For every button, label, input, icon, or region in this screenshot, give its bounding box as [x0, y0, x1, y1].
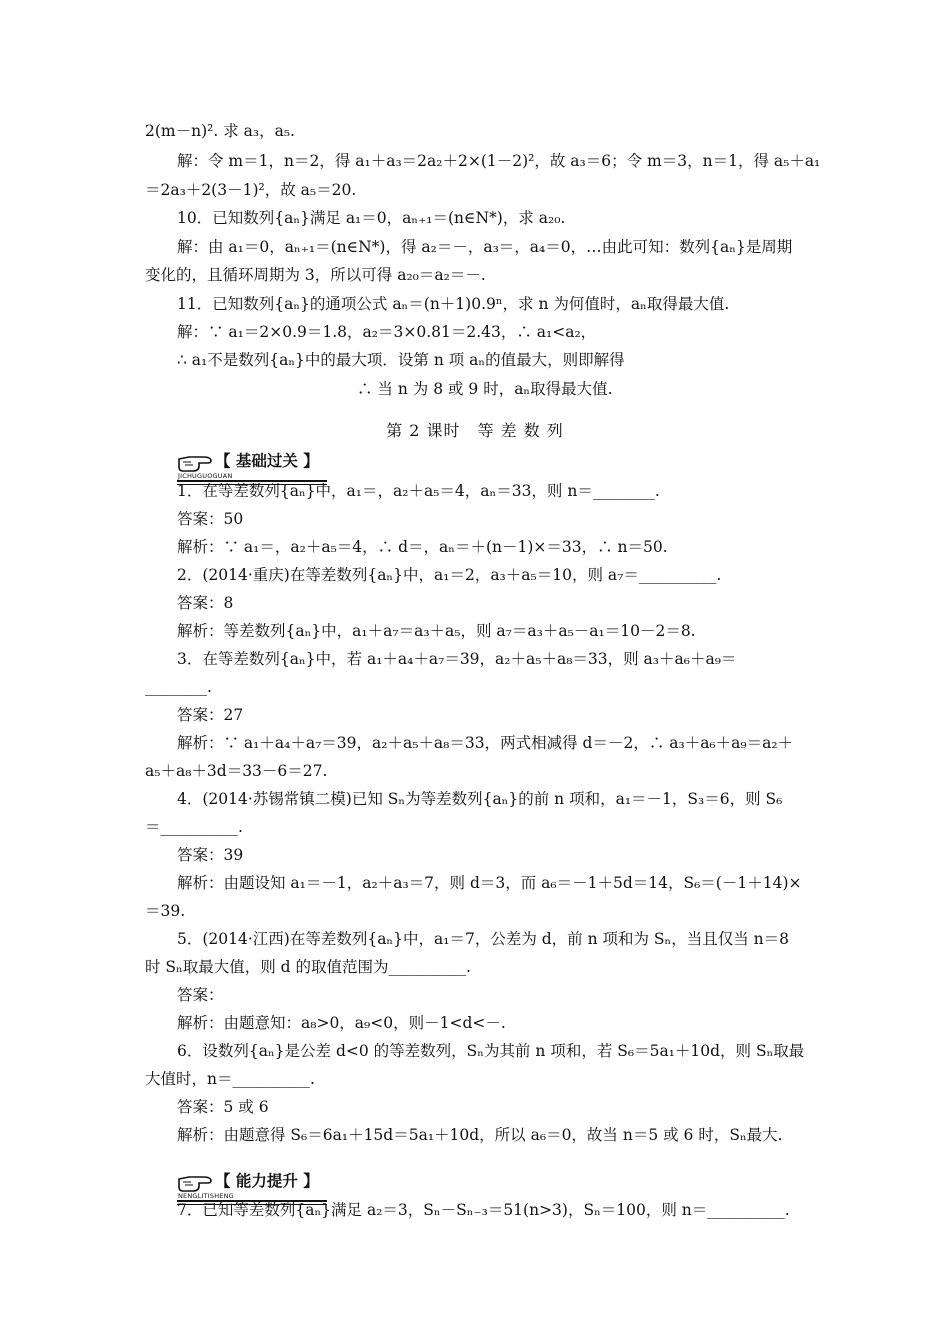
- question-3-cont: ________.: [145, 678, 212, 696]
- question-5: 5．(2014·江西)在等差数列{aₙ}中，a₁＝7，公差为 d，前 n 项和为 Sₙ，当且仅当 n＝8: [177, 930, 790, 948]
- banner-pinyin: NENGLITISHENG: [178, 1192, 234, 1200]
- banner-pinyin: JICHUGUOGUAN: [178, 472, 233, 480]
- text-line: 解：∵ a₁＝2×0.9＝1.8，a₂＝3×0.81＝2.43，∴ a₁<a₂，: [177, 323, 597, 341]
- text-line: 解：令 m＝1，n＝2，得 a₁＋a₃＝2a₂＋2×(1－2)²，故 a₃＝6；令 m＝3，n＝1，得 a₅＋a₁: [177, 152, 821, 170]
- section-banner-advanced: [177, 1171, 327, 1203]
- explanation-3: 解析：∵ a₁＋a₄＋a₇＝39，a₂＋a₅＋a₈＝33，两式相减得 d＝－2，∴ a₃＋a₆＋a₉＝a₂＋: [177, 734, 794, 752]
- text-line: 10．已知数列{aₙ}满足 a₁＝0，aₙ₊₁＝(n∈N*)，求 a₂₀.: [177, 209, 566, 227]
- question-3: 3．在等差数列{aₙ}中，若 a₁＋a₄＋a₇＝39，a₂＋a₅＋a₈＝33，则 a₃＋a₆＋a₉＝: [177, 650, 737, 668]
- explanation-4-cont: ＝39.: [145, 902, 186, 920]
- question-4: 4．(2014·苏锡常镇二模)已知 Sₙ为等差数列{aₙ}的前 n 项和，a₁＝－1，S₃＝6，则 S₆: [177, 790, 783, 808]
- section-banner-basic: [177, 451, 327, 483]
- explanation-6: 解析：由题意得 S₆＝6a₁＋15d＝5a₁＋10d，所以 a₆＝0，故当 n＝5 或 6 时，Sₙ最大.: [177, 1126, 783, 1144]
- text-line: ＝2a₃＋2(3－1)²，故 a₅＝20.: [145, 181, 357, 199]
- question-1: 1．在等差数列{aₙ}中，a₁＝，a₂＋a₅＝4，aₙ＝33，则 n＝________.: [177, 482, 660, 500]
- answer-2: 答案：8: [177, 594, 234, 612]
- text-line: ∴ a₁不是数列{aₙ}中的最大项．设第 n 项 aₙ的值最大，则即解得: [177, 351, 625, 369]
- text-line: 11．已知数列{aₙ}的通项公式 aₙ＝(n＋1)0.9ⁿ，求 n 为何值时，aₙ取得最大值.: [177, 295, 730, 313]
- banner-label: 【 能力提升 】: [215, 1172, 319, 1190]
- question-6: 6．设数列{aₙ}是公差 d<0 的等差数列，Sₙ为其前 n 项和，若 S₆＝5a₁＋10d，则 Sₙ取最: [177, 1042, 805, 1060]
- question-7: 7．已知等差数列{aₙ}满足 a₂＝3，Sₙ－Sₙ₋₃＝51(n>3)，Sₙ＝100，则 n＝__________.: [177, 1201, 790, 1219]
- question-4-cont: ＝__________.: [145, 818, 243, 836]
- answer-4: 答案：39: [177, 846, 244, 864]
- question-5-cont: 时 Sₙ取最大值，则 d 的取值范围为__________.: [145, 958, 471, 976]
- explanation-4: 解析：由题设知 a₁＝－1，a₂＋a₃＝7，则 d＝3，而 a₆＝－1＋5d＝14，S₆＝(－1＋14)×: [177, 874, 802, 892]
- banner-label: 【 基础过关 】: [215, 452, 319, 470]
- section-title: 第 2 课时 等 差 数 列: [386, 421, 564, 440]
- question-6-cont: 大值时，n＝__________.: [145, 1070, 315, 1088]
- text-line: ∴ 当 n 为 8 或 9 时，aₙ取得最大值.: [357, 380, 613, 398]
- text-line: 2(m－n)². 求 a₃，a₅.: [145, 122, 295, 140]
- explanation-1: 解析：∵ a₁＝，a₂＋a₅＝4，∴ d＝，aₙ＝＋(n－1)×＝33，∴ n＝50.: [177, 538, 668, 556]
- explanation-2: 解析：等差数列{aₙ}中，a₁＋a₇＝a₃＋a₅，则 a₇＝a₃＋a₅－a₁＝10－2＝8.: [177, 622, 696, 640]
- question-2: 2．(2014·重庆)在等差数列{aₙ}中，a₁＝2，a₃＋a₅＝10，则 a₇＝__________.: [177, 566, 722, 584]
- answer-6: 答案：5 或 6: [177, 1098, 269, 1116]
- text-line: 解：由 a₁＝0，aₙ₊₁＝(n∈N*)，得 a₂＝－，a₃＝，a₄＝0，…由此可知：数列{aₙ}是周期: [177, 238, 793, 256]
- answer-3: 答案：27: [177, 706, 244, 724]
- explanation-3-cont: a₅＋a₈＋3d＝33－6＝27.: [145, 762, 328, 780]
- explanation-5: 解析：由题意知：a₈>0，a₉<0，则－1<d<－.: [177, 1014, 506, 1032]
- answer-1: 答案：50: [177, 510, 244, 528]
- answer-5: 答案：: [177, 986, 224, 1004]
- text-line: 变化的，且循环周期为 3，所以可得 a₂₀＝a₂＝－.: [145, 266, 486, 284]
